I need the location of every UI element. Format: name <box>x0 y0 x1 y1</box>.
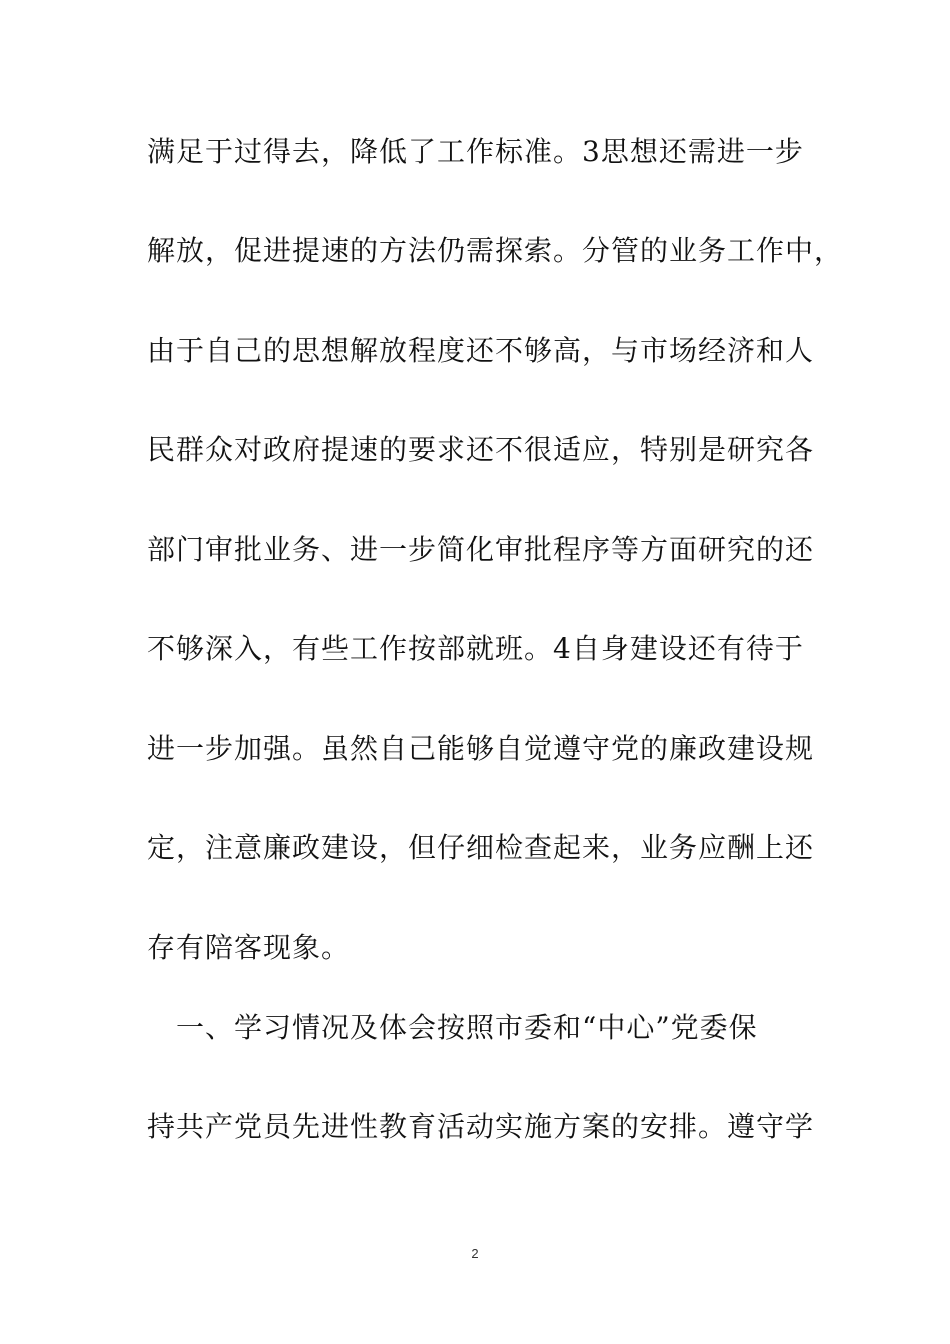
text-line: 进一步加强。虽然自己能够自觉遵守党的廉政建设规 <box>147 732 815 765</box>
text-line: 持共产党员先进性教育活动实施方案的安排。遵守学 <box>147 1110 815 1143</box>
text-line: 由于自己的思想解放程度还不够高，与市场经济和人 <box>147 334 815 367</box>
text-line: 不够深入，有些工作按部就班。4自身建设还有待于 <box>147 632 804 665</box>
text-line: 部门审批业务、进一步简化审批程序等方面研究的还 <box>147 533 815 566</box>
section-heading-line: 一、学习情况及体会按照市委和“中心”党委保 <box>147 1011 758 1044</box>
text-line: 满足于过得去，降低了工作标准。3思想还需进一步 <box>147 135 804 168</box>
text-line: 民群众对政府提速的要求还不很适应，特别是研究各 <box>147 433 815 466</box>
text-line: 定，注意廉政建设，但仔细检查起来，业务应酬上还 <box>147 831 815 864</box>
text-line: 解放，促进提速的方法仍需探索。分管的业务工作中， <box>147 234 844 267</box>
page-number: 2 <box>471 1246 479 1261</box>
text-line: 存有陪客现象。 <box>147 931 351 964</box>
